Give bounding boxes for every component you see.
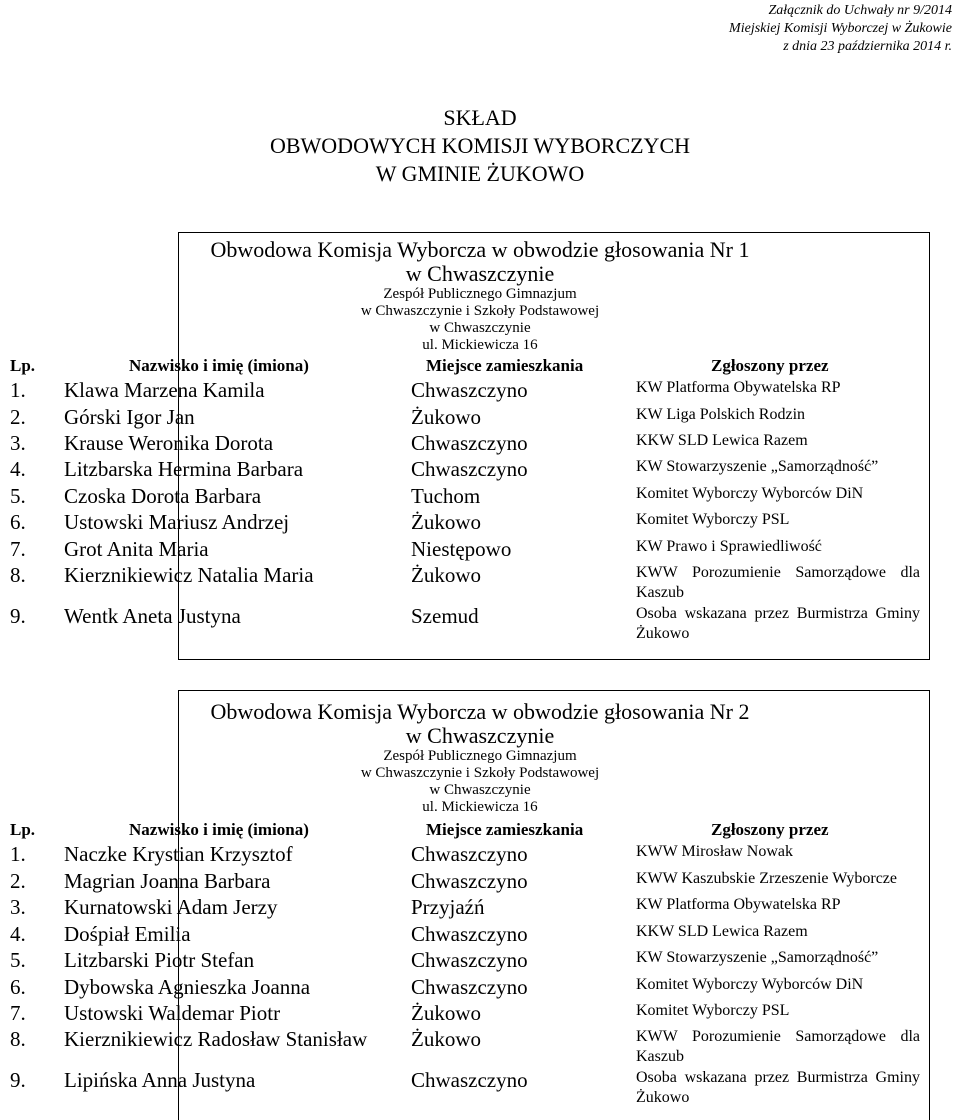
member-lp: 4. (10, 922, 26, 946)
member-lp: 5. (10, 484, 26, 508)
annex-note (532, 2, 952, 56)
commission-1-location: w Chwaszczynie (405, 261, 555, 286)
member-name: Czoska Dorota Barbara (64, 484, 262, 508)
document-title (0, 104, 960, 188)
header-residence: Miejsce zamieszkania (426, 820, 584, 839)
member-nominated-by: KWW Porozumienie Samorządowe dla Kaszub (636, 1028, 920, 1065)
member-lp: 2. (10, 405, 26, 429)
member-residence: Chwaszczyno (411, 975, 528, 999)
member-nominated-by: Komitet Wyborczy PSL (636, 1002, 790, 1019)
member-lp: 8. (10, 563, 26, 587)
member-lp: 3. (10, 431, 26, 455)
commission-1-address-2: w Chwaszczynie i Szkoły Podstawowej (360, 303, 600, 319)
member-residence: Przyjaźń (411, 895, 485, 919)
commission-1-heading (0, 238, 960, 354)
header-lp: Lp. (10, 356, 36, 375)
header-nominated-by: Zgłoszony przez (711, 820, 829, 839)
member-nominated-by: KWW Kaszubskie Zrzeszenie Wyborcze (636, 870, 897, 887)
member-name: Dośpiał Emilia (64, 922, 191, 946)
member-residence: Chwaszczyno (411, 457, 528, 481)
member-name: Naczke Krystian Krzysztof (64, 842, 293, 866)
member-name: Lipińska Anna Justyna (64, 1068, 256, 1092)
member-lp: 8. (10, 1027, 26, 1051)
member-lp: 9. (10, 604, 26, 628)
member-nominated-by: KKW SLD Lewica Razem (636, 923, 808, 940)
member-lp: 6. (10, 510, 26, 534)
member-residence: Żukowo (411, 1027, 481, 1051)
member-residence: Żukowo (411, 405, 481, 429)
member-nominated-by: KWW Porozumienie Samorządowe dla Kaszub (636, 564, 920, 601)
member-name: Litzbarski Piotr Stefan (64, 948, 255, 972)
member-residence: Żukowo (411, 510, 481, 534)
member-name: Klawa Marzena Kamila (64, 378, 265, 402)
annex-line-3: z dnia 23 października 2014 r. (783, 39, 952, 54)
member-residence: Niestępowo (411, 537, 512, 561)
annex-line-1: Załącznik do Uchwały nr 9/2014 (768, 3, 952, 18)
member-lp: 6. (10, 975, 26, 999)
member-residence: Chwaszczyno (411, 378, 528, 402)
member-lp: 1. (10, 378, 26, 402)
commission-2-title: Obwodowa Komisja Wyborcza w obwodzie głosowania Nr 2 (210, 699, 750, 724)
member-nominated-by: KW Stowarzyszenie „Samorządność” (636, 458, 879, 475)
member-nominated-by: KW Platforma Obywatelska RP (636, 379, 841, 396)
member-lp: 2. (10, 869, 26, 893)
member-name: Ustowski Mariusz Andrzej (64, 510, 290, 534)
member-name: Dybowska Agnieszka Joanna (64, 975, 311, 999)
member-name: Kurnatowski Adam Jerzy (64, 895, 278, 919)
member-name: Górski Igor Jan (64, 405, 195, 429)
member-residence: Żukowo (411, 1001, 481, 1025)
commission-1-title: Obwodowa Komisja Wyborcza w obwodzie głosowania Nr 1 (210, 237, 750, 262)
member-name: Kierznikiewicz Natalia Maria (64, 563, 314, 587)
member-lp: 1. (10, 842, 26, 866)
commission-2-location: w Chwaszczynie (405, 723, 555, 748)
member-name: Krause Weronika Dorota (64, 431, 274, 455)
commission-1-address-3: w Chwaszczynie (429, 320, 531, 336)
member-nominated-by: Osoba wskazana przez Burmistrza Gminy Żukowo (636, 1069, 920, 1106)
commission-1-address-4: ul. Mickiewicza 16 (422, 337, 538, 353)
member-nominated-by: KKW SLD Lewica Razem (636, 432, 808, 449)
member-nominated-by: KW Prawo i Sprawiedliwość (636, 538, 822, 555)
commission-2-address-1: Zespół Publicznego Gimnazjum (383, 748, 577, 764)
title-line-1: SKŁAD (443, 105, 517, 130)
header-nominated-by: Zgłoszony przez (711, 356, 829, 375)
member-nominated-by: KW Liga Polskich Rodzin (636, 406, 806, 423)
member-residence: Chwaszczyno (411, 842, 528, 866)
member-nominated-by: Osoba wskazana przez Burmistrza Gminy Żukowo (636, 605, 920, 642)
header-residence: Miejsce zamieszkania (426, 356, 584, 375)
member-residence: Szemud (411, 604, 479, 628)
member-nominated-by: KW Stowarzyszenie „Samorządność” (636, 949, 879, 966)
member-lp: 7. (10, 537, 26, 561)
member-residence: Żukowo (411, 563, 481, 587)
member-residence: Chwaszczyno (411, 948, 528, 972)
member-residence: Chwaszczyno (411, 431, 528, 455)
member-nominated-by: KW Platforma Obywatelska RP (636, 896, 841, 913)
member-residence: Chwaszczyno (411, 869, 528, 893)
member-name: Magrian Joanna Barbara (64, 869, 271, 893)
header-name: Nazwisko i imię (imiona) (129, 820, 309, 839)
member-lp: 7. (10, 1001, 26, 1025)
member-lp: 4. (10, 457, 26, 481)
member-nominated-by: Komitet Wyborczy Wyborców DiN (636, 485, 864, 502)
member-name: Litzbarska Hermina Barbara (64, 457, 304, 481)
title-line-3: W GMINIE ŻUKOWO (375, 161, 585, 186)
annex-line-2: Miejskiej Komisji Wyborczej w Żukowie (729, 21, 952, 36)
header-name: Nazwisko i imię (imiona) (129, 356, 309, 375)
member-residence: Chwaszczyno (411, 922, 528, 946)
header-lp: Lp. (10, 820, 36, 839)
member-nominated-by: KWW Mirosław Nowak (636, 843, 794, 860)
member-nominated-by: Komitet Wyborczy Wyborców DiN (636, 976, 864, 993)
member-residence: Chwaszczyno (411, 1068, 528, 1092)
member-nominated-by: Komitet Wyborczy PSL (636, 511, 790, 528)
commission-2-address-3: w Chwaszczynie (429, 782, 531, 798)
member-lp: 5. (10, 948, 26, 972)
member-name: Grot Anita Maria (64, 537, 209, 561)
member-name: Kierznikiewicz Radosław Stanisław (64, 1027, 368, 1051)
member-residence: Tuchom (411, 484, 481, 508)
commission-1-address-1: Zespół Publicznego Gimnazjum (383, 286, 577, 302)
title-line-2: OBWODOWYCH KOMISJI WYBORCZYCH (269, 133, 691, 158)
member-name: Wentk Aneta Justyna (64, 604, 241, 628)
commission-2-heading (0, 700, 960, 816)
commission-2-address-4: ul. Mickiewicza 16 (422, 799, 538, 815)
member-name: Ustowski Waldemar Piotr (64, 1001, 281, 1025)
commission-2-address-2: w Chwaszczynie i Szkoły Podstawowej (360, 765, 600, 781)
member-lp: 9. (10, 1068, 26, 1092)
member-lp: 3. (10, 895, 26, 919)
